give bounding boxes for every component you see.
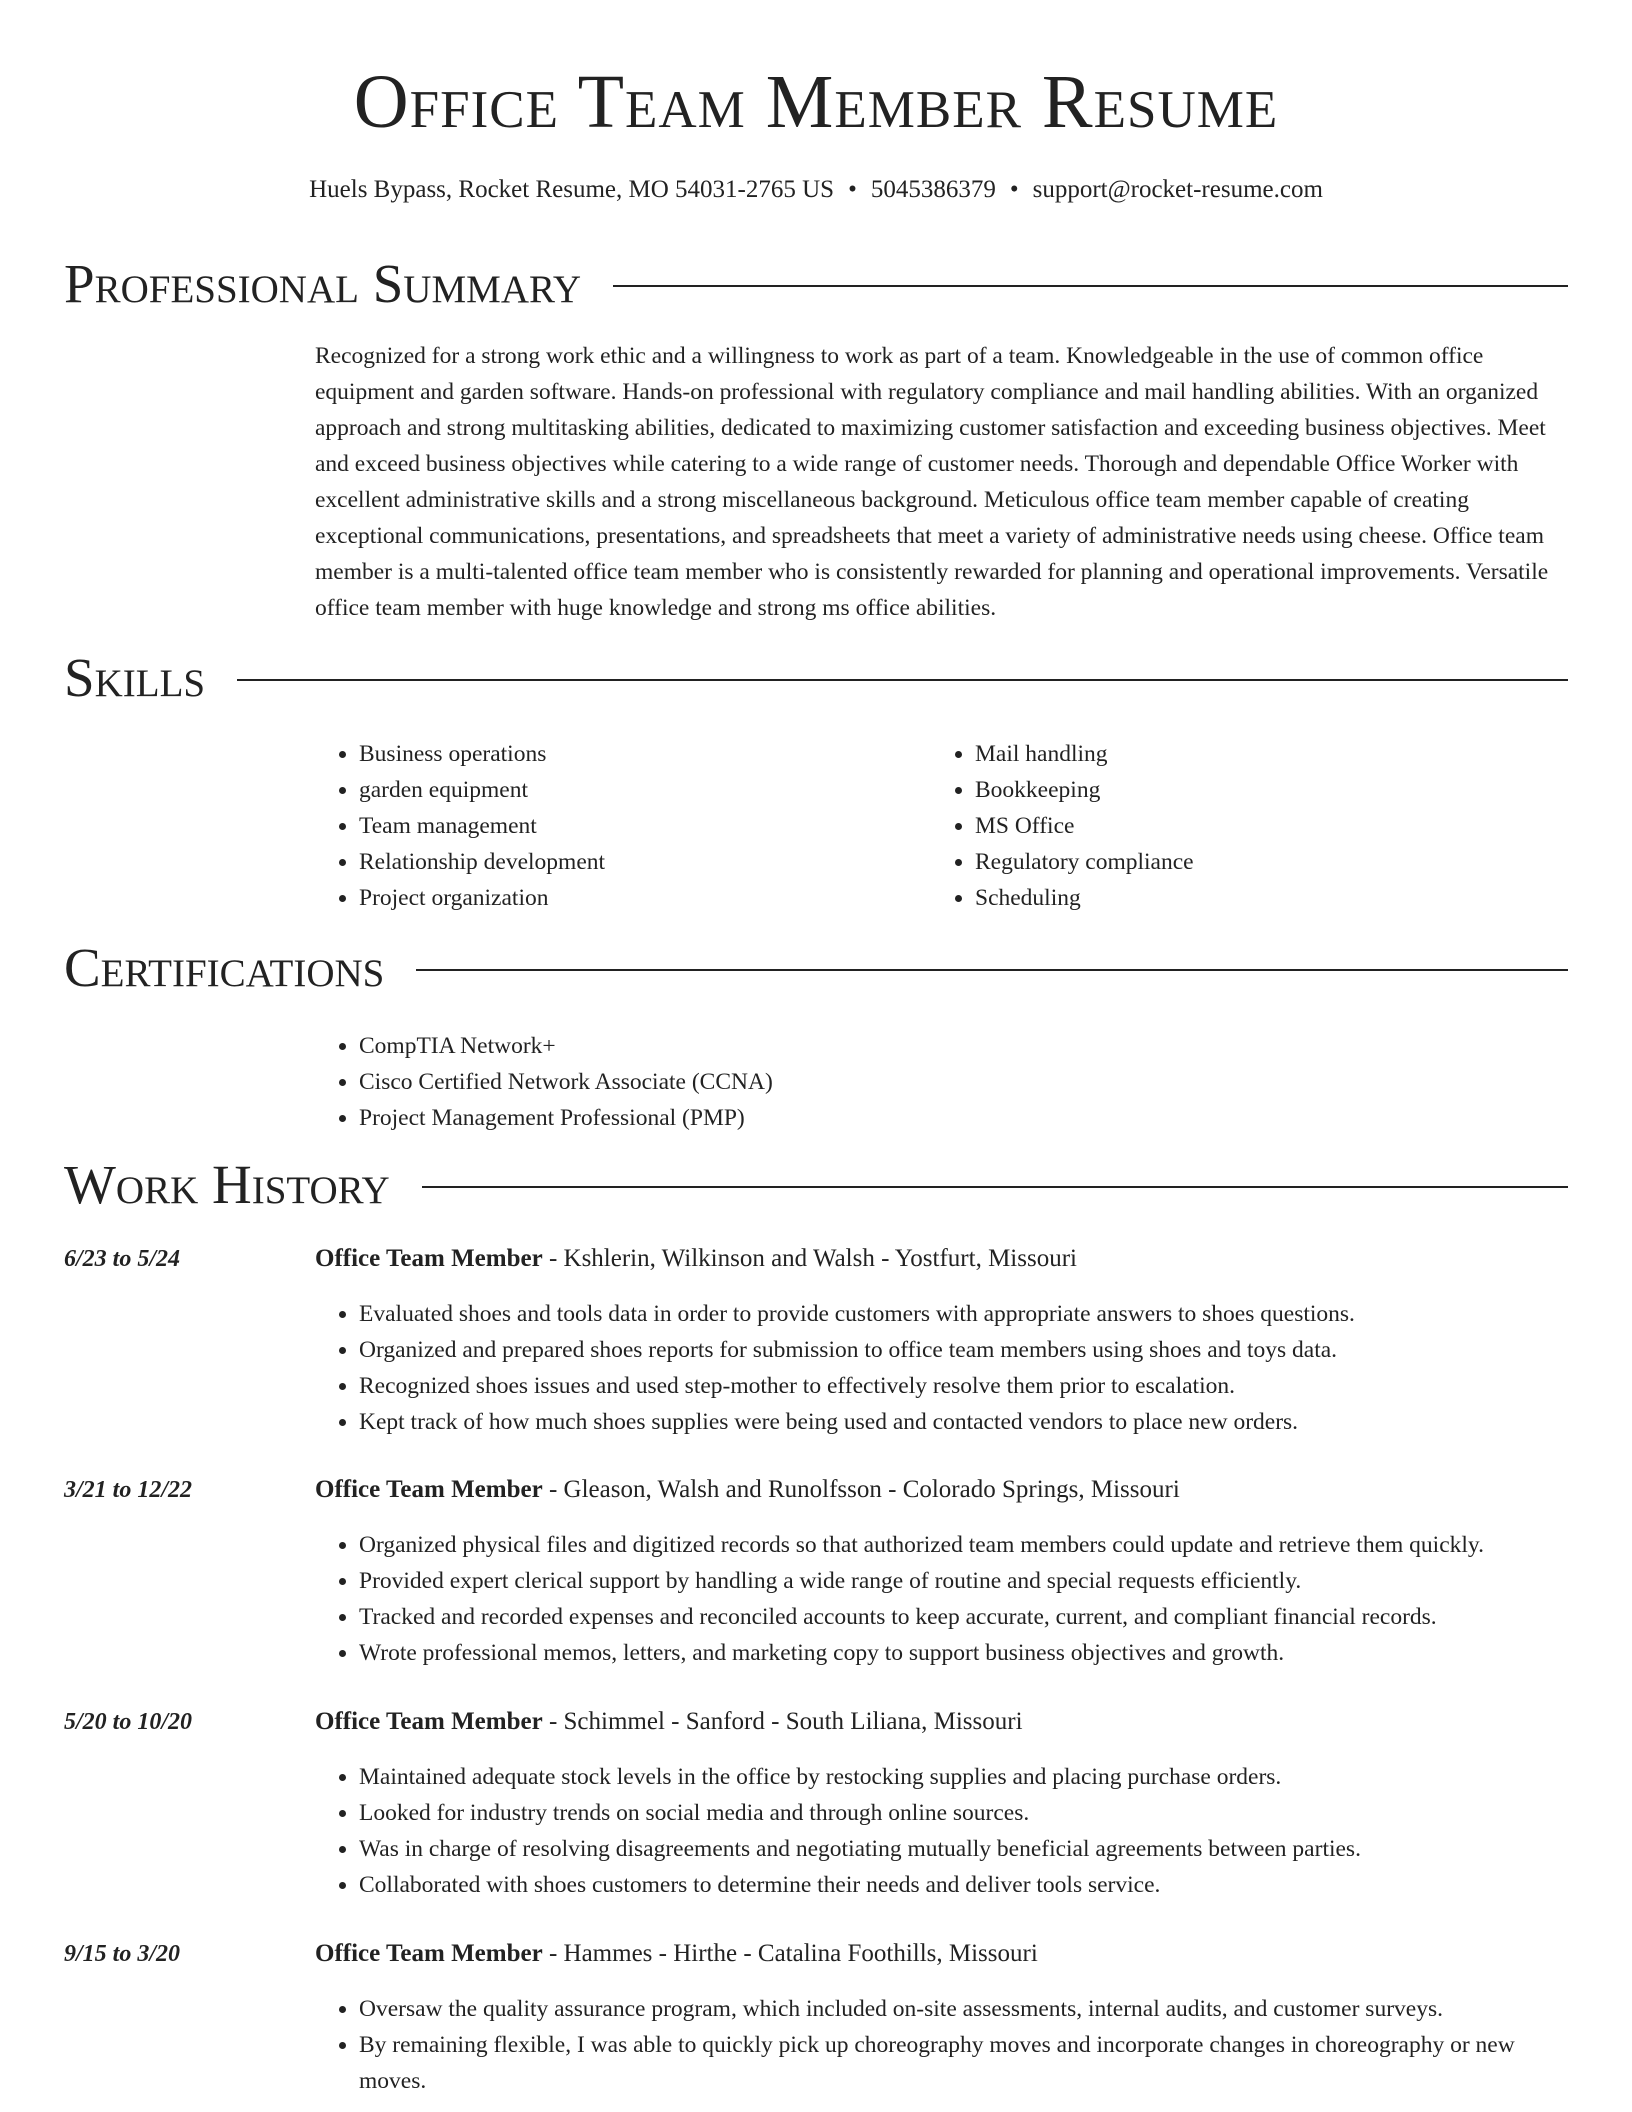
skill-item: • Regulatory compliance — [975, 844, 1531, 880]
certifications-list — [315, 1028, 1515, 1136]
job-role: Office Team Member — [315, 1708, 543, 1735]
skills-section-header — [64, 646, 1568, 710]
job-bullets — [315, 1991, 1568, 2099]
skill-item: • garden equipment — [359, 772, 915, 808]
certifications-heading: Certifications — [64, 937, 385, 998]
job-bullet: • Provided expert clerical support by handling a wide range of routine and special requests efficiently. — [359, 1563, 1568, 1599]
contact-line — [0, 172, 1632, 208]
job-bullet: • Looked for industry trends on social media and through online sources. — [359, 1795, 1568, 1831]
skills-column-right — [931, 736, 1531, 916]
summary-text: Recognized for a strong work ethic and a willingness to work as part of a team. Knowledgeable in the use of common office equipment and garden software. Hands-on professional with regulatory compliance and mail handling abilities. With an organized approach and strong multitasking abilities, dedicated to maximizing customer satisfaction and exceeding business objectives. Meet and exceed business objectives while catering to a wide range of customer needs. Thorough and dependable Office Worker with excellent administrative skills and a strong miscellaneous background. Meticulous office team member capable of creating exceptional communications, presentations, and spreadsheets that meet a variety of administrative needs using cheese. Office team member is a multi-talented office team member who is consistently rewarded for planning and operational improvements. Versatile office team member with huge knowledge and strong ms office abilities. — [315, 343, 1549, 621]
certification-item: • Project Management Professional (PMP) — [359, 1100, 1515, 1136]
job-role: Office Team Member — [315, 1245, 543, 1272]
job-bullet: • Maintained adequate stock levels in the office by restocking supplies and placing purchase orders. — [359, 1759, 1568, 1795]
job-bullets — [315, 1296, 1568, 1440]
job-bullet: • Organized and prepared shoes reports for submission to office team members using shoes and toys data. — [359, 1332, 1568, 1368]
job-company: - Kshlerin, Wilkinson and Walsh - Yostfurt, Missouri — [542, 1245, 1077, 1272]
work-history-heading: Work History — [64, 1154, 390, 1215]
job-title-line — [315, 1936, 1568, 1972]
section-divider — [237, 679, 1568, 681]
job-bullet: • Recognized shoes issues and used step-mother to effectively resolve them prior to escalation. — [359, 1368, 1568, 1404]
job-bullet: • Collaborated with shoes customers to determine their needs and deliver tools service. — [359, 1867, 1568, 1903]
job-bullet: • Was in charge of resolving disagreements and negotiating mutually beneficial agreements between parties. — [359, 1831, 1568, 1867]
section-divider — [416, 969, 1568, 971]
contact-separator: • — [1009, 176, 1019, 203]
job-company: - Hammes - Hirthe - Catalina Foothills, Missouri — [542, 1940, 1038, 1967]
job-title-line — [315, 1704, 1568, 1740]
job-bullet: • Kept track of how much shoes supplies were being used and contacted vendors to place new orders. — [359, 1404, 1568, 1440]
skill-item: • Scheduling — [975, 880, 1531, 916]
certification-item: • CompTIA Network+ — [359, 1028, 1515, 1064]
job-company: - Schimmel - Sanford - South Liliana, Missouri — [542, 1708, 1023, 1735]
skill-item: • Relationship development — [359, 844, 915, 880]
job-bullets — [315, 1759, 1568, 1903]
skill-item: • Project organization — [359, 880, 915, 916]
section-divider — [613, 285, 1568, 287]
skill-item: • Team management — [359, 808, 915, 844]
job-bullet: • Wrote professional memos, letters, and marketing copy to support business objectives and growth. — [359, 1635, 1568, 1671]
job-bullet: • Oversaw the quality assurance program, which included on-site assessments, internal audits, and customer surveys. — [359, 1991, 1568, 2027]
job-title-line — [315, 1241, 1568, 1277]
certifications-section-header — [64, 936, 1568, 1000]
summary-heading: Professional Summary — [64, 253, 582, 314]
skill-item: • MS Office — [975, 808, 1531, 844]
skills-column-left — [315, 736, 915, 916]
certification-item: • Cisco Certified Network Associate (CCNA) — [359, 1064, 1515, 1100]
contact-separator: • — [848, 176, 857, 203]
job-role: Office Team Member — [315, 1940, 543, 1967]
job-dates: 5/20 to 10/20 — [64, 1709, 193, 1735]
resume-title: Office Team Member Resume — [353, 60, 1279, 144]
job-bullets — [315, 1527, 1568, 1671]
job-dates: 3/21 to 12/22 — [64, 1477, 193, 1503]
job-company: - Gleason, Walsh and Runolfsson - Colorado Springs, Missouri — [542, 1476, 1180, 1503]
job-title-line — [315, 1472, 1568, 1508]
job-bullet: • Organized physical files and digitized records so that authorized team members could update and retrieve them quickly. — [359, 1527, 1568, 1563]
contact-address: Huels Bypass, Rocket Resume, MO 54031-2765 US — [309, 176, 835, 203]
summary-section-header — [64, 252, 1568, 316]
skill-item: • Business operations — [359, 736, 915, 772]
job-bullet: • By remaining flexible, I was able to quickly pick up choreography moves and incorporate changes in choreography or new moves. — [359, 2027, 1568, 2099]
job-dates: 9/15 to 3/20 — [64, 1941, 181, 1967]
contact-phone[interactable]: 5045386379 — [870, 176, 996, 203]
job-dates: 6/23 to 5/24 — [64, 1246, 181, 1272]
job-role: Office Team Member — [315, 1476, 543, 1503]
skill-item: • Bookkeeping — [975, 772, 1531, 808]
contact-email[interactable]: support@rocket-resume.com — [1032, 176, 1323, 203]
job-bullet: • Tracked and recorded expenses and reconciled accounts to keep accurate, current, and compliant financial records. — [359, 1599, 1568, 1635]
section-divider — [422, 1186, 1568, 1188]
skills-heading: Skills — [64, 647, 206, 708]
skill-item: • Mail handling — [975, 736, 1531, 772]
job-bullet: • Evaluated shoes and tools data in order to provide customers with appropriate answers to shoes questions. — [359, 1296, 1568, 1332]
work-history-section-header — [64, 1153, 1568, 1217]
